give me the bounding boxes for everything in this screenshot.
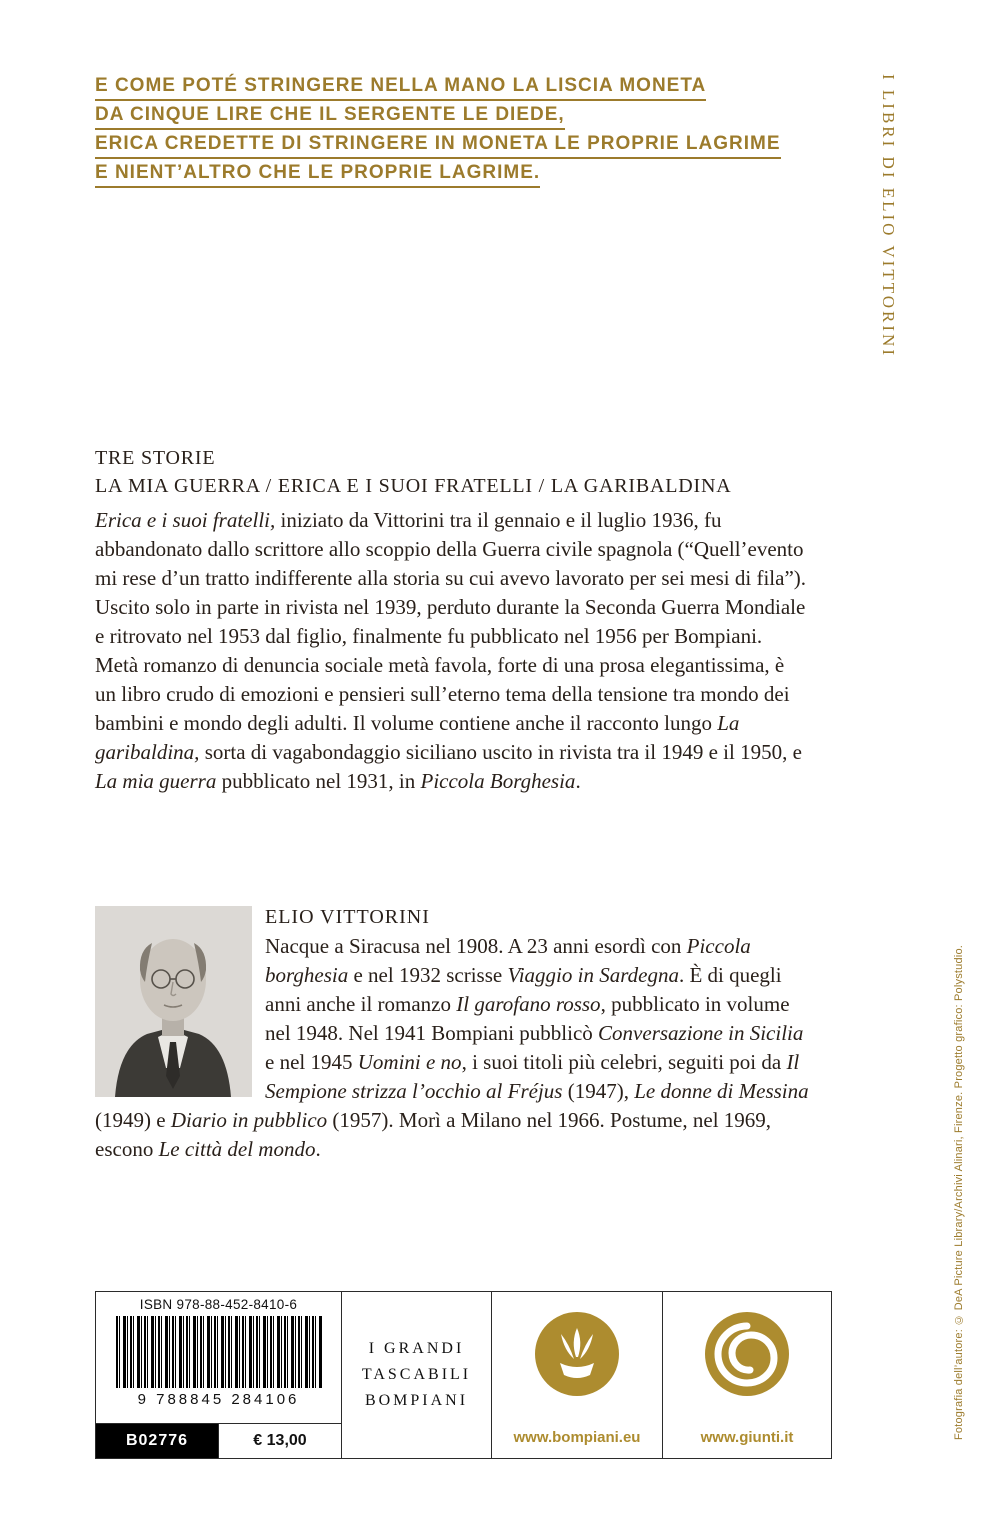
quote-line-text: DA CINQUE LIRE CHE IL SERGENTE LE DIEDE, <box>95 104 565 130</box>
barcode <box>116 1316 322 1388</box>
barcode-area <box>96 1292 341 1423</box>
quote-line-text: E NIENT’ALTRO CHE LE PROPRIE LAGRIME. <box>95 162 540 188</box>
quote-line <box>95 163 855 182</box>
quote-line-text: E COME POTÉ STRINGERE NELLA MANO LA LISCIA MONETA <box>95 75 706 101</box>
cover-quote <box>95 76 855 192</box>
giunti-url: www.giunti.it <box>700 1429 794 1446</box>
imprint-line: I GRANDI <box>368 1340 465 1357</box>
book-description: Erica e i suoi fratelli, iniziato da Vittorini tra il gennaio e il luglio 1936, fu abbandonato dallo scrittore allo scoppio della Guerra civile spagnola (“Quell’evento mi rese d’un tratto indifferente alla storia su cui avevo lavorato per sei mesi di fila”). Uscito solo in parte in rivista nel 1939, perduto durante la Seconda Guerra Mondiale e ritrovato nel 1953 dal figlio, finalmente fu pubblicato nel 1956 per Bompiani. Metà romanzo di denuncia sociale metà favola, forte di una prosa elegantissima, è un libro crudo di emozioni e pensieri sull’eterno tema della tensione tra mondo dei bambini e mondo degli adulti. Il volume contiene anche il racconto lungo La garibaldina, sorta di vagabondaggio siciliano uscito in rivista tra il 1949 e il 1950, e La mia guerra pubblicato nel 1931, in Piccola Borghesia. <box>95 508 807 793</box>
bompiani-logo-icon <box>535 1312 619 1396</box>
author-bio: Nacque a Siracusa nel 1908. A 23 anni esordì con Piccola borghesia e nel 1932 scrisse Viaggio in Sardegna. È di quegli anni anche il romanzo Il garofano rosso, pubblicato in volume nel 1948. Nel 1941 Bompiani pubblicò Conversazione in Sicilia e nel 1945 Uomini e no, i suoi titoli più celebri, seguiti poi da Il Sempione strizza l’occhio al Fréjus (1947), Le donne di Messina (1949) e Diario in pubblico (1957). Morì a Milano nel 1966. Postume, nel 1969, escono Le città del mondo. <box>95 934 809 1161</box>
imprint-line: BOMPIANI <box>364 1392 469 1409</box>
isbn-cell <box>96 1292 341 1458</box>
quote-line <box>95 76 855 95</box>
author-section <box>95 903 811 1164</box>
photo-credit-text: Fotografia dell’autore: © DeA Picture Library/Archivi Alinari, Firenze. Progetto grafico: Polystudio. <box>953 944 965 1440</box>
isbn-label: ISBN 978-88-452-8410-6 <box>139 1297 298 1312</box>
quote-line-text: ERICA CREDETTE DI STRINGERE IN MONETA LE PROPRIE LAGRIME <box>95 133 781 159</box>
price-label: € 13,00 <box>218 1424 341 1458</box>
title-block <box>95 444 855 500</box>
giunti-logo-icon <box>705 1312 789 1396</box>
book-title: TRE STORIE <box>95 447 216 469</box>
quote-line <box>95 134 855 153</box>
author-photo <box>95 906 252 1097</box>
book-subtitle: LA MIA GUERRA / ERICA E I SUOI FRATELLI / LA GARIBALDINA <box>95 475 732 497</box>
bompiani-cell <box>491 1292 662 1458</box>
spine-series-text: I LIBRI DI ELIO VITTORINI <box>879 74 898 358</box>
giunti-cell <box>662 1292 831 1458</box>
author-portrait-illustration <box>95 906 252 1097</box>
quote-line <box>95 105 855 124</box>
footer-box <box>95 1291 832 1459</box>
barcode-digits: 9 788845 284106 <box>137 1391 300 1408</box>
imprint-line: TASCABILI <box>361 1366 472 1383</box>
code-price-row <box>96 1423 341 1458</box>
author-name: ELIO VITTORINI <box>265 906 430 928</box>
bompiani-url: www.bompiani.eu <box>513 1429 641 1446</box>
edition-code-badge: B02776 <box>96 1424 218 1458</box>
imprint-cell <box>341 1292 491 1458</box>
